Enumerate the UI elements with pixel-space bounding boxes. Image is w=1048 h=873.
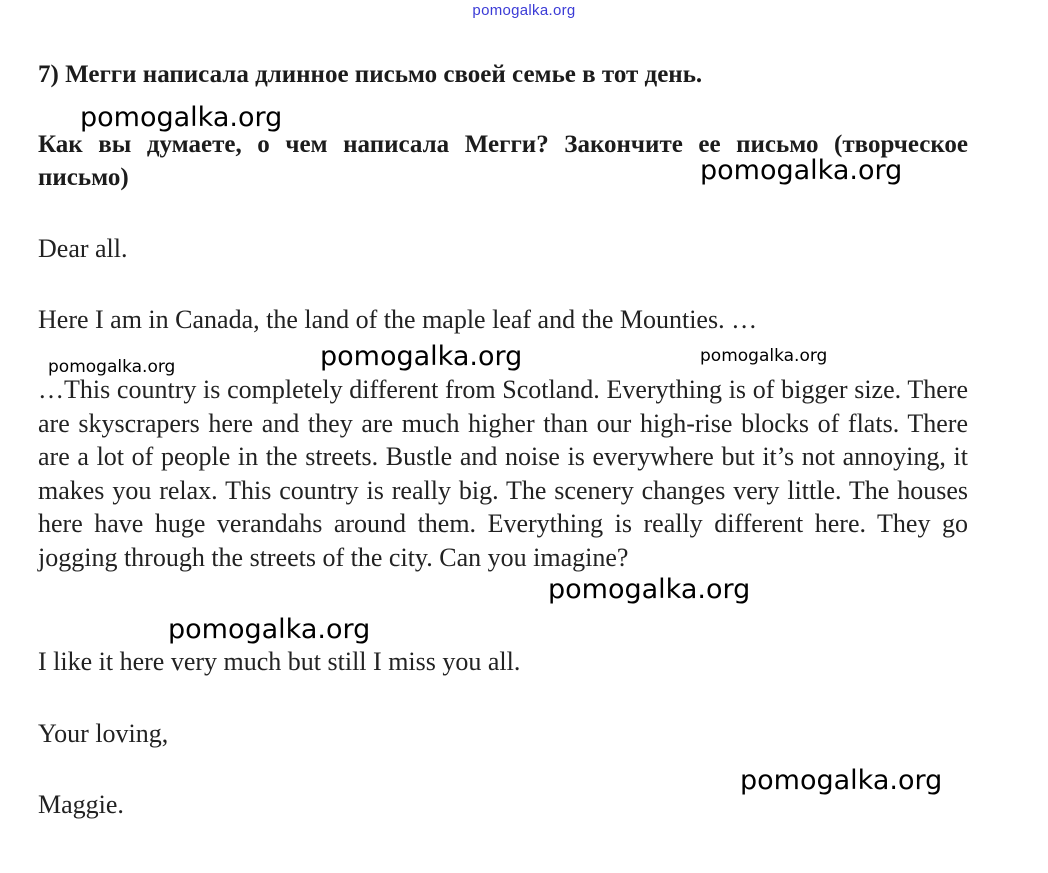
letter-body: …This country is completely different from Scotland. Everything is of bigger size. There are skyscrapers here and they are much higher than our high-rise blocks of flats. There are a lot of people in the streets. Bustle and noise is everywhere but it’s not annoying, it makes you relax. This country is really big. The scenery changes very little. The houses here have huge verandahs around them. Everything is really different here. They go jogging through the streets of the city. Can you imagine?: [38, 375, 968, 572]
watermark: pomogalka.org: [80, 102, 283, 133]
letter-sign-off: Your loving,: [38, 719, 169, 748]
watermark: pomogalka.org: [700, 346, 828, 366]
watermark: pomogalka.org: [740, 765, 943, 796]
letter-greeting: Dear all.: [38, 234, 128, 263]
watermark: pomogalka.org: [700, 155, 903, 186]
task-heading: 7) Мегги написала длинное письмо своей семье в тот день.: [38, 61, 703, 88]
watermark: pomogalka.org: [48, 357, 176, 377]
letter-intro: Here I am in Canada, the land of the maple leaf and the Mounties. …: [38, 305, 758, 334]
letter-closing-line: I like it here very much but still I miss you all.: [38, 647, 521, 676]
task-question: Как вы думаете, о чем написала Мегги? Закончите ее письмо (творческое письмо): [38, 131, 968, 191]
watermark: pomogalka.org: [320, 341, 523, 372]
letter-signature: Maggie.: [38, 790, 124, 819]
watermark: pomogalka.org: [548, 574, 751, 605]
watermark: pomogalka.org: [168, 614, 371, 645]
site-link[interactable]: pomogalka.org: [472, 2, 576, 19]
